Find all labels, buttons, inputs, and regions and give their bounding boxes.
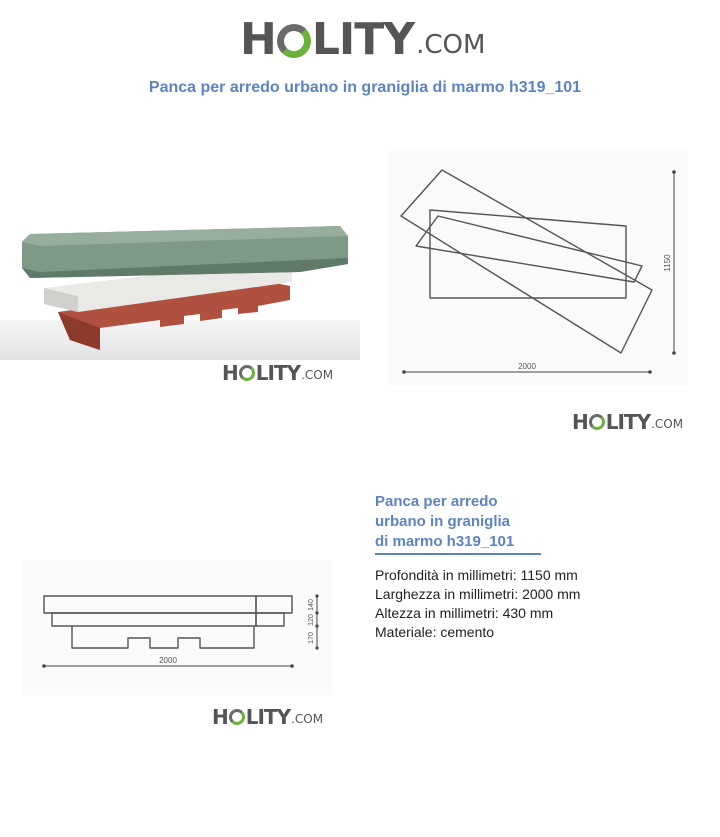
spec-row: Profondità in millimetri: 1150 mm	[375, 567, 578, 583]
side-view-drawing	[22, 560, 332, 695]
heading-line: Panca per arredo	[375, 493, 498, 510]
side-dim-label: 120	[308, 614, 315, 626]
logo-ring-icon	[229, 709, 245, 725]
logo-ring-icon	[277, 24, 311, 58]
spec-row: Altezza in millimetri: 430 mm	[375, 605, 554, 621]
heading-line: di marmo h319_101	[375, 533, 515, 550]
holity-logo-drawing[interactable]: H LITY .COM	[572, 410, 684, 434]
product-heading	[375, 492, 545, 552]
depth-dimension-label: 1150	[663, 254, 672, 272]
spec-list	[375, 566, 580, 642]
side-dim-label: 170	[308, 632, 315, 644]
holity-logo-side[interactable]: H LITY .COM	[212, 705, 324, 729]
heading-divider	[375, 553, 541, 555]
side-width-label: 2000	[159, 656, 177, 665]
logo-ring-icon	[239, 365, 255, 381]
heading-line: urbano in graniglia	[375, 513, 511, 530]
holity-logo[interactable]: H LITY .COM	[240, 14, 486, 65]
spec-row: Materiale: cemento	[375, 624, 495, 640]
top-view-drawing	[388, 150, 688, 385]
product-photo	[0, 200, 365, 380]
side-dim-label: 140	[308, 599, 315, 611]
logo-ring-icon	[589, 414, 605, 430]
width-dimension-label: 2000	[518, 362, 536, 371]
spec-row: Larghezza in millimetri: 2000 mm	[375, 586, 581, 602]
holity-logo-photo[interactable]: H LITY .COM	[222, 361, 334, 385]
page-title: Panca per arredo urbano in graniglia di marmo h319_101	[148, 79, 582, 96]
